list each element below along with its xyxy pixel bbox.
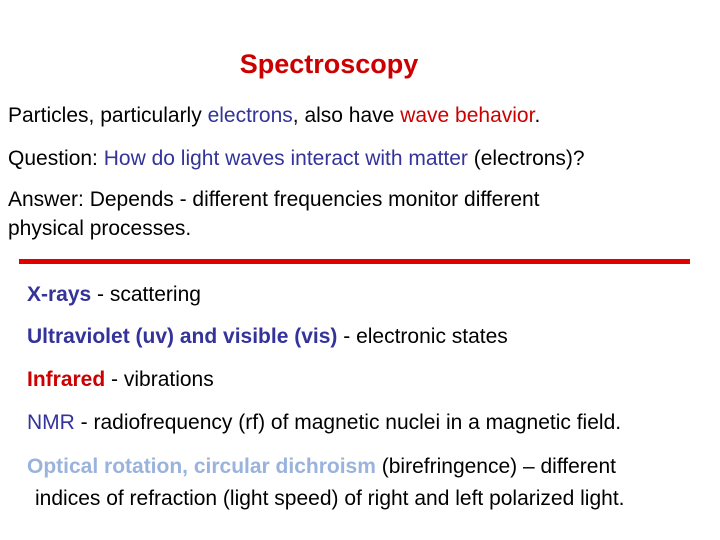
answer-line-2: physical processes. — [8, 217, 192, 240]
list-item-xrays — [27, 281, 201, 309]
list-item-optical-rotation — [27, 453, 616, 481]
desc-nmr: - radiofrequency (rf) of magnetic nuclei in a magnetic field. — [74, 411, 622, 434]
term-optical-rotation: Optical rotation, circular dichroism — [27, 455, 376, 478]
highlight-electrons: electrons — [207, 104, 293, 127]
list-item-nmr — [27, 409, 621, 437]
term-xrays: X-rays — [27, 283, 92, 306]
intro-text: Particles, particularly — [8, 104, 208, 127]
list-item-optical-rotation-cont: indices of refraction (light speed) of right and left polarized light. — [35, 487, 625, 510]
desc-optical-rotation: (birefringence) – different — [375, 455, 616, 478]
term-infrared: Infrared — [27, 368, 106, 391]
divider-rule — [19, 259, 690, 264]
intro-line-particles — [8, 101, 540, 130]
term-uv-vis: Ultraviolet (uv) and visible (vis) — [27, 325, 338, 348]
slide-title: Spectroscopy — [239, 49, 419, 79]
highlight-wave-behavior: wave behavior — [400, 104, 535, 127]
desc-xrays: - scattering — [91, 283, 201, 306]
list-item-uv-vis — [27, 323, 508, 351]
desc-infrared: - vibrations — [105, 368, 214, 391]
question-highlight: How do light waves interact with matter — [103, 147, 468, 170]
desc-uv-vis: - electronic states — [337, 325, 508, 348]
intro-line-question — [8, 144, 585, 173]
list-item-infrared — [27, 366, 214, 394]
question-label: Question: — [8, 147, 104, 170]
intro-text: . — [534, 104, 541, 127]
question-text: (electrons)? — [467, 147, 585, 170]
intro-line-answer — [8, 185, 540, 243]
answer-line-1: Answer: Depends - different frequencies monitor different — [8, 188, 540, 211]
term-nmr: NMR — [27, 411, 75, 434]
intro-text: , also have — [292, 104, 401, 127]
